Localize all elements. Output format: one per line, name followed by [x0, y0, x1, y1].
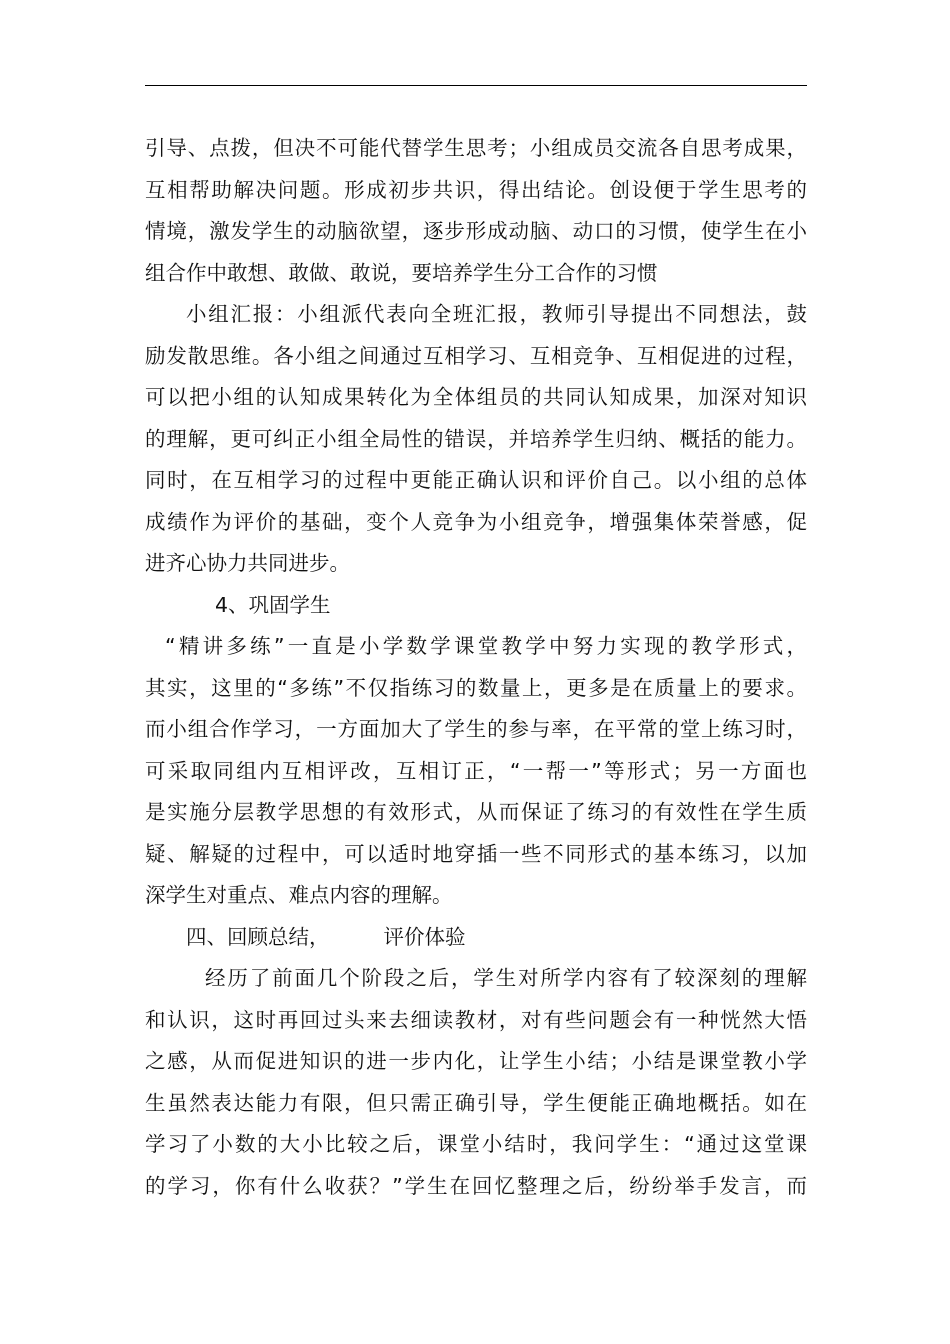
text-line: 和认识，这时再回过头来去细读教材，对有些问题会有一种恍然大悟	[145, 1007, 807, 1032]
text-line: 疑、解疑的过程中，可以适时地穿插一些不同形式的基本练习，以加	[145, 841, 807, 866]
text-line: 而小组合作学习，一方面加大了学生的参与率，在平常的堂上练习时，	[145, 717, 807, 741]
text-line: 互相帮助解决问题。形成初步共识，得出结论。创设便于学生思考的	[145, 177, 807, 202]
text-line: 学习了小数的大小比较之后，课堂小结时，我问学生：“通过这堂课	[145, 1132, 807, 1156]
text-line: 引导、点拨，但决不可能代替学生思考；小组成员交流各自思考成果，	[145, 136, 807, 160]
paragraph-first-line: 经历了前面几个阶段之后，学生对所学内容有了较深刻的理解	[205, 966, 807, 990]
paragraph-first-line: 小组汇报：小组派代表向全班汇报，教师引导提出不同想法，鼓	[186, 302, 807, 326]
text-line: 生虽然表达能力有限，但只需正确引导，学生便能正确地概括。如在	[145, 1090, 807, 1115]
text-line: 其实，这里的“多练”不仅指练习的数量上，更多是在质量上的要求。	[145, 675, 807, 700]
text-line: 深学生对重点、难点内容的理解。	[145, 883, 453, 907]
text-line: 进齐心协力共同进步。	[145, 551, 350, 575]
subheading: 4、巩固学生	[215, 592, 331, 617]
section-heading-part2: 评价体验	[383, 924, 466, 949]
text-line: 情境，激发学生的动脑欲望，逐步形成动脑、动口的习惯，使学生在小	[145, 219, 807, 243]
text-line: 是实施分层教学思想的有效形式，从而保证了练习的有效性在学生质	[145, 800, 807, 824]
text-line: 之感，从而促进知识的进一步内化，让学生小结；小结是课堂教小学	[145, 1049, 807, 1073]
paragraph-first-line: “精讲多练”一直是小学数学课堂教学中努力实现的教学形式，	[165, 634, 807, 658]
section-heading	[145, 917, 807, 959]
body-text	[145, 128, 807, 1207]
text-line: 可采取同组内互相评改，互相订正，“一帮一”等形式；另一方面也	[145, 758, 807, 783]
text-line: 成绩作为评价的基础，变个人竞争为小组竞争，增强集体荣誉感，促	[145, 509, 807, 534]
text-line: 同时，在互相学习的过程中更能正确认识和评价自己。以小组的总体	[145, 468, 807, 492]
text-line: 的学习，你有什么收获？”学生在回忆整理之后，纷纷举手发言，而	[145, 1173, 807, 1198]
section-heading-part1: 四、回顾总结，	[186, 924, 330, 949]
text-line: 可以把小组的认知成果转化为全体组员的共同认知成果，加深对知识	[145, 385, 807, 409]
text-line: 组合作中敢想、敢做、敢说，要培养学生分工合作的习惯	[145, 260, 658, 285]
text-line: 励发散思维。各小组之间通过互相学习、互相竞争、互相促进的过程，	[145, 343, 807, 368]
header-rule	[145, 85, 807, 86]
text-line: 的理解，更可纠正小组全局性的错误，并培养学生归纳、概括的能力。	[145, 426, 807, 451]
